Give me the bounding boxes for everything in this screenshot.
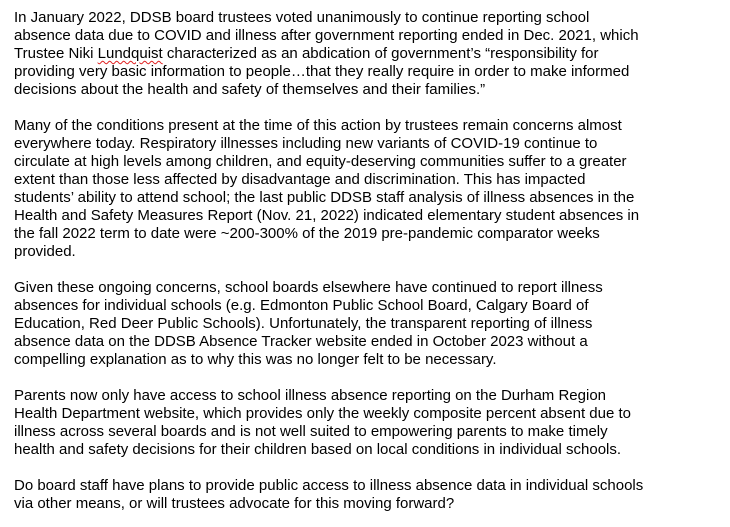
text-line: decisions about the health and safety of themselves and their families.” — [14, 81, 486, 98]
paragraph-5 — [14, 477, 722, 513]
text-line: compelling explanation as to why this was no longer felt to be necessary. — [14, 351, 497, 368]
text-line: health and safety decisions for their children based on local conditions in individual schools. — [14, 441, 622, 458]
text-line: circulate at high levels among children, and equity-deserving communities suffer to a greater — [14, 153, 627, 170]
paragraph-4 — [14, 387, 722, 459]
text-line: providing very basic information to people…that they really require in order to make informed — [14, 63, 630, 80]
text-line: provided. — [14, 243, 76, 260]
text-fragment: characterized as an abdication of government’s “responsibility for — [162, 45, 599, 62]
text-line: extent than those less affected by disadvantage and discrimination. This has impacted — [14, 171, 586, 188]
text-line: illness across several boards and is not well suited to empowering parents to make timely — [14, 423, 608, 440]
paragraph-1 — [14, 9, 722, 99]
text-line: absences for individual schools (e.g. Edmonton Public School Board, Calgary Board of — [14, 297, 589, 314]
text-line: Parents now only have access to school illness absence reporting on the Durham Region — [14, 387, 607, 404]
paragraph-3 — [14, 279, 722, 369]
text-line: In January 2022, DDSB board trustees voted unanimously to continue reporting school — [14, 9, 590, 26]
text-line: Education, Red Deer Public Schools). Unfortunately, the transparent reporting of illness — [14, 315, 593, 332]
text-line: Many of the conditions present at the time of this action by trustees remain concerns almost — [14, 117, 622, 134]
text-line: absence data on the DDSB Absence Tracker website ended in October 2023 without a — [14, 333, 588, 350]
text-line: Given these ongoing concerns, school boards elsewhere have continued to report illness — [14, 279, 603, 296]
text-line: Health and Safety Measures Report (Nov. 21, 2022) indicated elementary student absences in — [14, 207, 640, 224]
text-line: the fall 2022 term to date were ~200-300% of the 2019 pre-pandemic comparator weeks — [14, 225, 600, 242]
text-fragment: Trustee Niki — [14, 45, 98, 62]
text-line — [14, 45, 722, 63]
text-line: Do board staff have plans to provide public access to illness absence data in individual schools — [14, 477, 644, 494]
paragraph-2 — [14, 117, 722, 261]
text-line: students’ ability to attend school; the last public DDSB staff analysis of illness absences in the — [14, 189, 635, 206]
spellcheck-flagged-word[interactable]: Lundquist — [97, 45, 163, 62]
text-line: via other means, or will trustees advocate for this moving forward? — [14, 495, 455, 512]
text-line: everywhere today. Respiratory illnesses including new variants of COVID-19 continue to — [14, 135, 598, 152]
document-body — [14, 9, 722, 513]
text-line: Health Department website, which provides only the weekly composite percent absent due to — [14, 405, 631, 422]
text-line: absence data due to COVID and illness after government reporting ended in Dec. 2021, which — [14, 27, 639, 44]
